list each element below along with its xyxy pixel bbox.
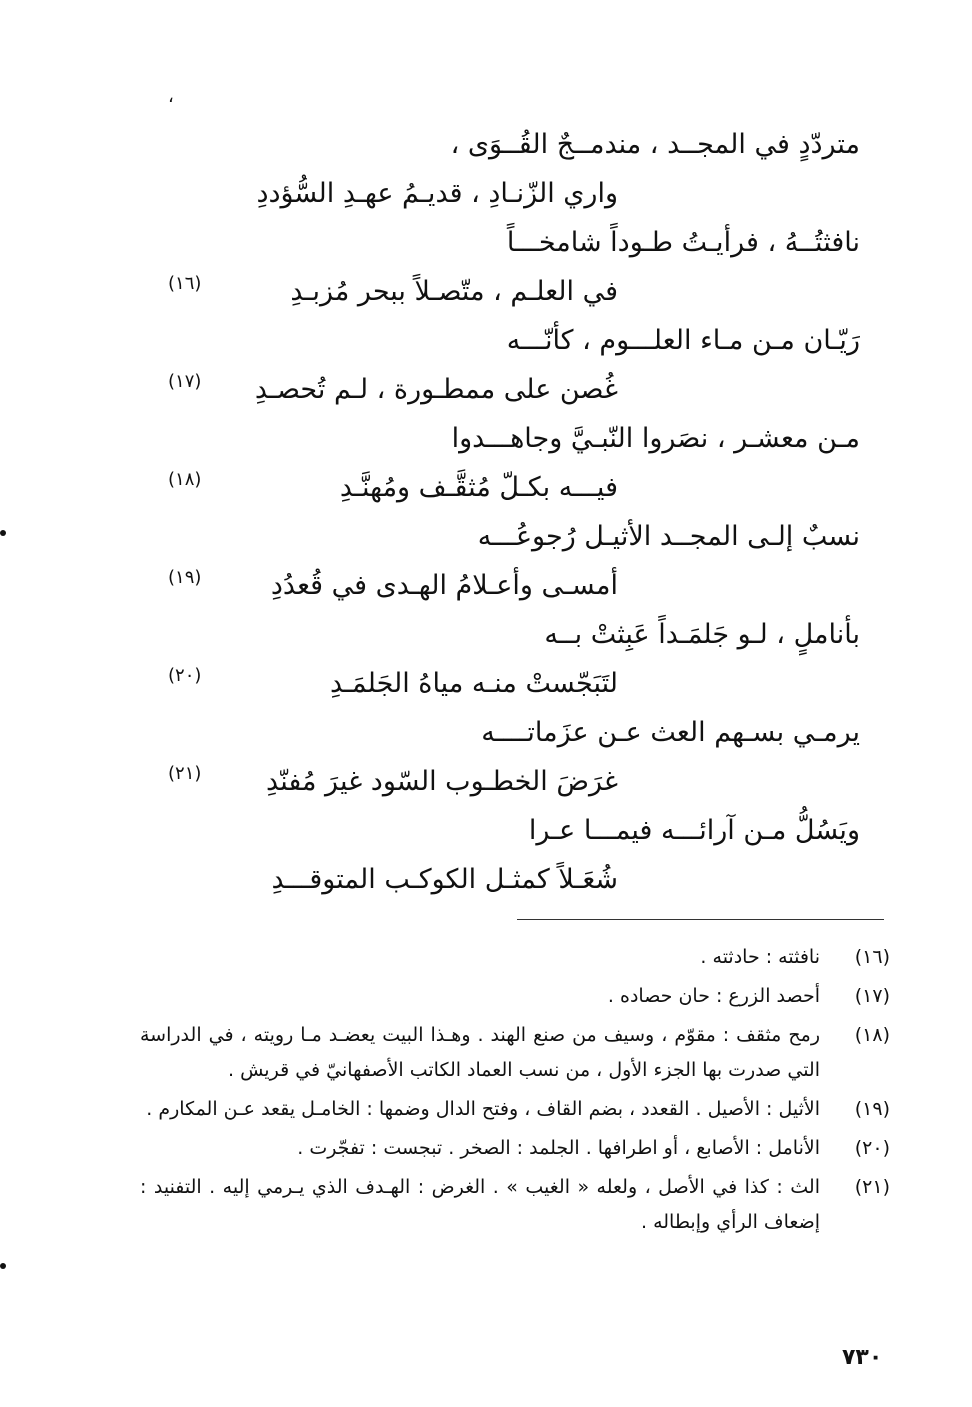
- poem-line-text: بأناملٍ ، لـو جَلمَـداً عَبِثتْ بــه: [544, 619, 860, 650]
- footnote: [140, 1018, 890, 1088]
- poem-line-text: غُصن على ممطـورة ، لـم تُحصـدِ: [254, 374, 618, 405]
- poem-line-text: رَيّـان مـن مـاء العلـــوم ، كأنّـــه: [506, 325, 860, 356]
- poem-line: [150, 561, 870, 610]
- poem-line-text: شُعَـلاً كمثـل الكوكـب المتوقـــدِ: [271, 864, 618, 895]
- page-top-mark: ،: [168, 86, 174, 107]
- poem-line-text: مـن معشـر ، نصَروا النّبـيَّ وجاهـــدوا: [451, 423, 860, 454]
- footnote-number: (٢٠): [854, 1137, 890, 1159]
- poem-line: [150, 757, 870, 806]
- poem-line: [150, 365, 870, 414]
- poem-line: [150, 708, 870, 757]
- footnote: [140, 940, 890, 975]
- footnote: [140, 1092, 890, 1127]
- footnote-reference: (١٨): [168, 469, 202, 490]
- footnote: [140, 979, 890, 1014]
- poem-line: [150, 169, 870, 218]
- poem-line: [150, 218, 870, 267]
- footnote-text: أحصد الزرع : حان حصاده .: [607, 985, 820, 1007]
- footnote: [140, 1131, 890, 1166]
- poem-line: [150, 806, 870, 855]
- poem-line-text: نسبٌ إلـى المجــد الأثيـل رُجوعُـــه: [477, 521, 860, 552]
- footnote-reference: (٢١): [168, 763, 202, 784]
- poem-line-text: ويَسُلُّ مـن آرائـــه فيمـــا عـرا: [528, 815, 860, 846]
- poem-line: [150, 855, 870, 904]
- footnote-text: الأنامل : الأصابع ، أو اطرافها . الجلمد : الصخر . تبجست : تفجّرت .: [297, 1137, 820, 1159]
- poem: [150, 120, 870, 904]
- footnote-divider: [517, 919, 884, 920]
- poem-line: [150, 414, 870, 463]
- margin-dot: [0, 1263, 6, 1269]
- poem-line: [150, 610, 870, 659]
- footnote-text: رمح مثقف : مقوّم ، وسيف من صنع الهند . وهـذا البيت يعضـد مـا رويته ، في الدراسة التي صدرت بها الجزء الأول ، من نسب العماد الكاتب الأصفهانيّ في قريش .: [140, 1024, 820, 1081]
- poem-line-text: لتَبَجّستْ منـه مياهُ الجَلمَـدِ: [329, 668, 618, 699]
- footnote-number: (١٨): [854, 1024, 890, 1046]
- poem-line-text: في العلـم ، متّصـلاً ببحر مُزبـدِ: [290, 276, 618, 307]
- poem-line-text: متردّدٍ في المجــد ، مندمــجٌ القُــوَى ،: [450, 129, 860, 160]
- poem-line-text: نافثتُــهُ ، فرأيـتُ طـوداً شامخـــاً: [506, 227, 860, 258]
- footnote-text: نافثته : حادثته .: [700, 946, 820, 968]
- poem-line-text: فيـــه بكـلّ مُثقَّـف ومُهنَّـدِ: [339, 472, 618, 503]
- poem-line: [150, 512, 870, 561]
- poem-line-text: يرمـي بسـهم العث عـن عزَماتــــه: [481, 717, 860, 748]
- margin-dot: [0, 530, 6, 536]
- poem-line: [150, 316, 870, 365]
- poem-line-text: غرَضَ الخطـوب السّود غيرَ مُفنّدِ: [266, 766, 618, 797]
- footnote-number: (٢١): [854, 1176, 890, 1198]
- footnote-number: (١٧): [854, 985, 890, 1007]
- footnote-text: الأثيل : الأصيل . القعدد ، بضم القاف ، وفتح الدال وضمها : الخامـل يقعد عـن المكارم .: [146, 1098, 820, 1120]
- poem-line: [150, 463, 870, 512]
- poem-line-text: أمسـى وأعـلامُ الهـدى في قُعدُدِ: [270, 570, 618, 601]
- footnote-number: (١٩): [854, 1098, 890, 1120]
- poem-line: [150, 267, 870, 316]
- poem-line: [150, 659, 870, 708]
- footnote-reference: (١٩): [168, 567, 202, 588]
- footnote-number: (١٦): [854, 946, 890, 968]
- footnote-text: الث : كذا في الأصل ، ولعله « الغيب » . الغرض : الهـدف الذي يـرمي إليه . التفنيد : إضعاف الرأي وإبطاله .: [140, 1176, 820, 1233]
- poem-line-text: واري الزّنـادِ ، قديـمُ عهـدِ السُّؤددِ: [256, 178, 618, 209]
- footnote-reference: (١٦): [168, 273, 202, 294]
- footnote: [140, 1170, 890, 1240]
- poem-line: [150, 120, 870, 169]
- footnotes: [140, 940, 890, 1244]
- footnote-reference: (٢٠): [168, 665, 202, 686]
- page-number: ٧٣٠: [842, 1345, 883, 1370]
- footnote-reference: (١٧): [168, 371, 202, 392]
